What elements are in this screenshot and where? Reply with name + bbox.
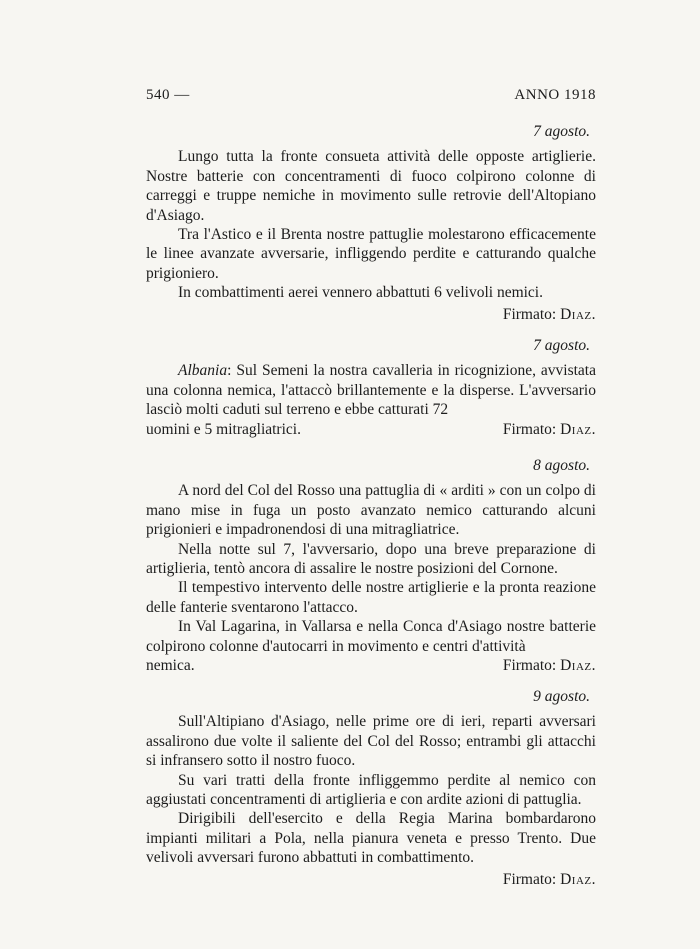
- bulletin-2: [146, 336, 596, 439]
- paragraph: [146, 361, 596, 419]
- signature-label: Firmato:: [502, 305, 557, 323]
- signature: [503, 656, 596, 675]
- paragraph-last-line: nemica.: [146, 657, 195, 675]
- paragraph: Tra l'Astico e il Brenta nostre pattuglie molestarono efficacemente le linee avanzate avversarie, infliggendo perdite e catturando qualche prigioniero.: [146, 226, 596, 282]
- paragraph: Sull'Altipiano d'Asiago, nelle prime ore di ieri, reparti avversari assalirono due volte il saliente del Col del Rosso; entrambi gli attacchi si infransero sotto il nostro fuoco.: [146, 713, 596, 770]
- signature: [146, 305, 596, 324]
- signature-name: Diaz.: [560, 657, 596, 675]
- paragraph: Dirigibili dell'esercito e della Regia Marina bombardarono impianti militari a Pola, nella pianura veneta e presso Trento. Due velivoli avversari furono abbattuti in combattimento.: [146, 810, 596, 867]
- signature: [503, 420, 596, 439]
- paragraph: Il tempestivo intervento delle nostre artiglierie e la pronta reazione delle fanterie sventarono l'attacco.: [146, 579, 596, 616]
- signature-label: Firmato:: [502, 420, 557, 438]
- bulletin-3: [146, 456, 596, 675]
- closing-row: [146, 420, 596, 439]
- bulletin-4: [146, 687, 596, 889]
- bulletin-date: 7 agosto.: [533, 337, 590, 354]
- bulletin-date: 8 agosto.: [533, 457, 590, 474]
- paragraph: Lungo tutta la fronte consueta attività delle opposte artiglierie. Nostre batterie con concentramenti di fuoco colpirono colonne di carreggi e truppe nemiche in movimento sulle retrovie dell'Altopiano d'Asiago.: [146, 148, 596, 224]
- paragraph-last-line: uomini e 5 mitragliatrici.: [146, 420, 301, 438]
- signature-name: Diaz.: [560, 870, 596, 888]
- paragraph: Su vari tratti della fronte infliggemmo perdite al nemico con aggiustati concentramenti di artiglieria e con ardite azioni di pattuglia.: [146, 771, 596, 809]
- running-title: ANNO 1918: [514, 87, 596, 103]
- paragraph: In combattimenti aerei vennero abbattuti 6 velivoli nemici.: [178, 284, 543, 302]
- region-label: Albania: [178, 362, 228, 380]
- bulletin-date: 7 agosto.: [533, 123, 590, 140]
- bulletin-date: 9 agosto.: [533, 688, 590, 705]
- paragraph: In Val Lagarina, in Vallarsa e nella Conca d'Asiago nostre batterie colpirono colonne d'autocarri in movimento e centri d'attività: [146, 618, 596, 655]
- signature-name: Diaz.: [560, 305, 596, 323]
- signature-label: Firmato:: [502, 657, 557, 675]
- paragraph-text: : Sul Semeni la nostra cavalleria in ricognizione, avvistata una colonna nemica, l'attaccò brillantemente e la disperse. L'avversario lasciò molti caduti sul terreno e ebbe catturati 72: [146, 362, 596, 419]
- page-number: 540 —: [146, 87, 190, 103]
- signature-label: Firmato:: [502, 870, 557, 888]
- paragraph: Nella notte sul 7, l'avversario, dopo una breve preparazione di artiglieria, tentò ancora di assalire le nostre posizioni del Cornone.: [146, 540, 596, 578]
- paragraph: A nord del Col del Rosso una pattuglia di « arditi » con un colpo di mano mise in fuga un posto avanzato nemico catturando alcuni prigionieri e impadronendosi di una mitragliatrice.: [146, 482, 596, 539]
- bulletin-1: [146, 122, 596, 324]
- signature-name: Diaz.: [560, 420, 596, 438]
- signature: [146, 870, 596, 889]
- closing-row: [146, 656, 596, 675]
